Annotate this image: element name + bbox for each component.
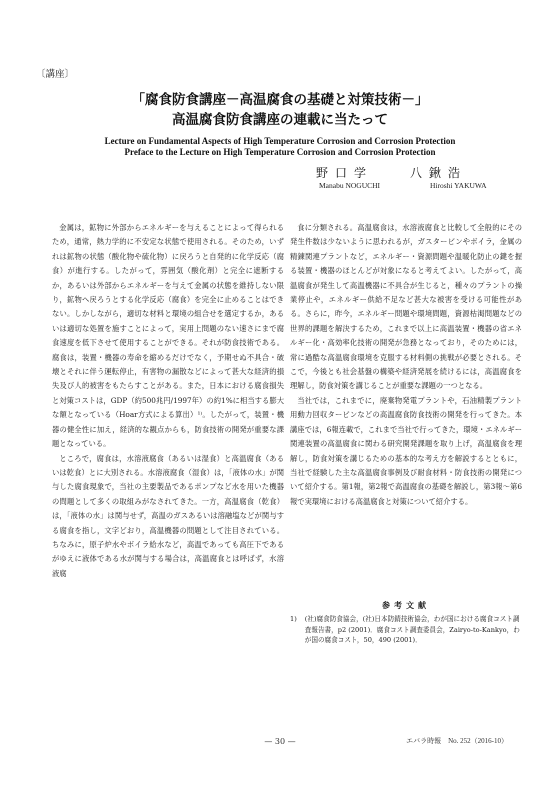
page-number: — 30 —: [264, 737, 296, 746]
reference-item: [290, 614, 522, 646]
author-1-name-en: Manabu NOGUCHI: [319, 181, 381, 190]
references-heading: 参考文献: [382, 601, 430, 610]
author-1-name-jp: 野口学: [316, 166, 374, 180]
title-en-sub: Preface to the Lecture on High Temperature Corrosion and Corrosion Protection: [124, 147, 436, 157]
body-column-left: [52, 221, 284, 581]
reference-number: 1): [290, 615, 297, 623]
title-jp-sub: 高温腐食防食講座の連載に当たって: [172, 112, 388, 128]
section-tag: 〔講座〕: [36, 69, 75, 80]
author-2-name-en: Hiroshi YAKUWA: [430, 181, 487, 190]
journal-footer: エバラ時報 No. 252（2016-10）: [406, 737, 508, 745]
body-paragraph: ところで，腐食は，水溶液腐食（あるいは湿食）と高温腐食（あるいは乾食）とに大別される。水溶液腐食（湿食）は，「液体の水」が関与した腐食現象で，当社の主要製品であるポンプなど水を用いた機器の問題として多くの取組みがなされてきた。一方，高温腐食（乾食）は，「液体の水」は関与せず，高温のガスあるいは溶融塩などが関与する腐食を指し，文字どおり，高温機器の問題として注目されている。ちなみに，原子炉水やボイラ給水など，高温であっても高圧下であるがゆえに液体である水が関与する場合は，高温腐食とは呼ばず，水溶液腐: [52, 453, 284, 578]
title-jp-main: 「腐食防食講座－高温腐食の基礎と対策技術－」: [131, 92, 429, 108]
body-column-right: [290, 221, 522, 509]
body-paragraph: 金属は，鉱物に外部からエネルギーを与えることによって得られるため，通常，熱力学的に不安定な状態で使用される。そのため，いずれは鉱物の状態（酸化物や硫化物）に戻ろうと自発的に化学反応（腐食）が進行する。したがって，雰囲気（酸化剤）と完全に遮断するか，あるいは外部からエネルギーを与えて金属の状態を維持しない限り，鉱物へ戻ろうとする化学反応（腐食）を完全に止めることはできない。しかしながら，適切な材料と環境の組合せを選定するか，あるいは適切な処置を施すことによって，実用上問題のない速さにまで腐食速度を低下させて使用することができる。それが防食技術である。腐食は，装置・機器の寿命を縮めるだけでなく，予期せぬ不具合・破壊とそれに伴う運転停止，有害物の漏散などによって甚大な経済的損失及び人的被害をもたらすことがある。また，日本における腐食損失と対策コストは，GDP（約500兆円/1997年）の約1%に相当する膨大な額となっている（Hoar方式による算出）¹⁾。したがって，装置・機器の健全性に加え，経済的な観点からも，防食技術の開発が重要な課題となっている。: [52, 223, 284, 449]
reference-text: (社)腐食防食協会，(社)日本防錆技術協会，わが国における腐食コスト調査報告書，p2 (2001)．腐食コスト調査委員会，Zairyo-to-Kankyo，わが国の腐食コスト，50，490 (2001)．: [304, 615, 520, 644]
title-en-main: Lecture on Fundamental Aspects of High Temperature Corrosion and Corrosion Protection: [104, 136, 456, 146]
author-2-name-jp: 八鍬浩: [410, 166, 468, 180]
body-paragraph: 食に分類される。高温腐食は，水溶液腐食と比較して全般的にその発生件数は少ないように思われるが，ガスタービンやボイラ，金属の精錬関連プラントなど，エネルギー・資源問題や温暖化防止の鍵を握る装置・機器のほとんどが対象になると考えてよい。したがって，高温腐食が発生して高温機器に不具合が生じると，種々のプラントの操業停止や，エネルギー供給不足など甚大な被害を受ける可能性がある。さらに，昨今，エネルギー問題や環境問題，資源枯渇問題などの世界的課題を解決するため，これまで以上に高温装置・機器の省エネルギー化・高効率化技術の開発が急務となっており，そのためには，常に過酷な高温腐食環境を克服する材料側の挑戦が必要とされる。そこで，今後とも社会基盤の構築や経済発展を続けるには，高温腐食を理解し，防食対策を講じることが重要な課題の一つとなる。: [290, 223, 522, 391]
body-paragraph: 当社では，これまでに，廃棄物発電プラントや，石油精製プラント用動力回収タービンなどの高温腐食防食技術の開発を行ってきた。本講座では，6報连載で，これまで当社で行ってきた，環境・エネルギー関連装置の高温腐食に関わる研究開発課題を取り上げ，高温腐食を理解し，防食対策を講じるための基本的な考え方を解説するとともに，当社で経験した主な高温腐食事例及び耐食材料・防食技術の開発について紹介する。第1報，第2報で高温腐食の基礎を解説し，第3報～第6報で実環境における高温腐食と対策について紹介する。: [290, 395, 522, 506]
